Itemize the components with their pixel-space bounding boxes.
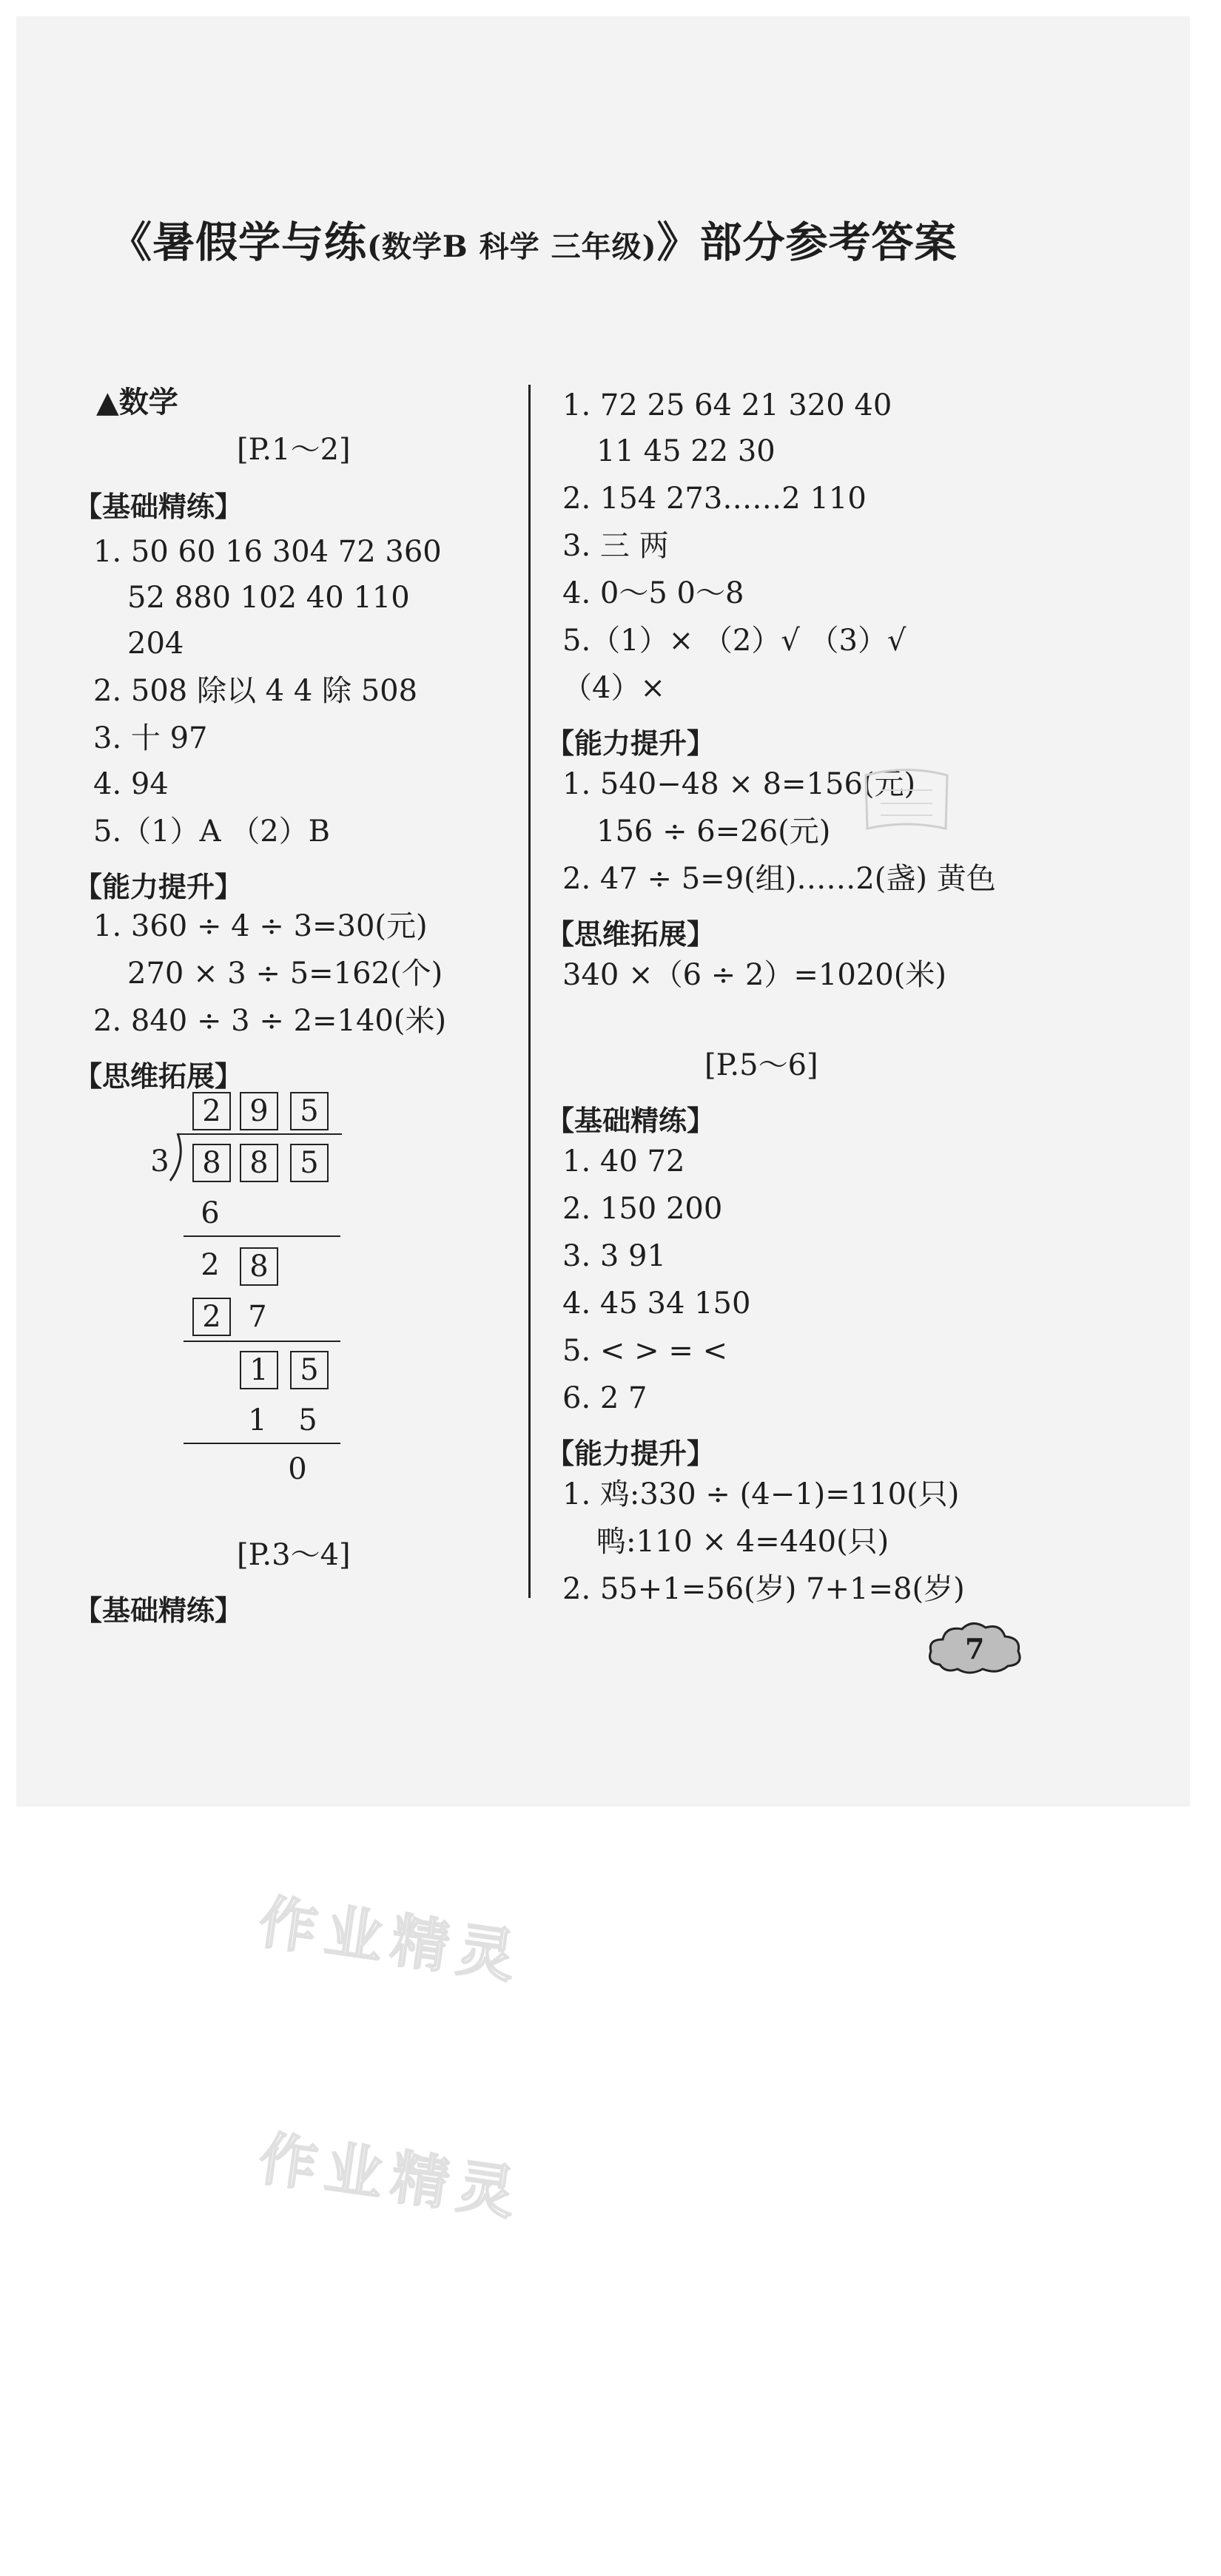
division-digit-box: 5 bbox=[290, 1351, 329, 1389]
dividend-digit-box: 8 bbox=[240, 1144, 278, 1182]
right-line: 4. 0～5 0～8 bbox=[562, 576, 744, 610]
heading-ability: 【能力提升】 bbox=[546, 727, 716, 760]
division-bracket bbox=[167, 1132, 188, 1184]
watermark-stamp bbox=[851, 761, 962, 845]
section-label-p12: [P.1～2] bbox=[237, 433, 351, 467]
page-number-badge bbox=[924, 1619, 1027, 1681]
page-number: 7 bbox=[965, 1632, 985, 1665]
right-basic-line: 2. 150 200 bbox=[562, 1192, 723, 1226]
right-ability-line: 1. 540−48 × 8=156(元) bbox=[562, 767, 916, 801]
section-label-p56: [P.5～6] bbox=[704, 1048, 818, 1082]
left-ability-line: 270 × 3 ÷ 5=162(个) bbox=[127, 957, 443, 991]
right-line: 1. 72 25 64 21 320 40 bbox=[562, 388, 892, 422]
dividend-digit-box: 8 bbox=[192, 1144, 231, 1182]
divisor: 3 bbox=[150, 1144, 169, 1179]
quotient-digit-box: 5 bbox=[290, 1092, 329, 1130]
heading-basic: 【基础精练】 bbox=[546, 1105, 716, 1137]
watermark: 作业精灵 bbox=[255, 1889, 528, 1992]
left-basic-line: 4. 94 bbox=[93, 767, 169, 801]
left-basic-line: 1. 50 60 16 304 72 360 bbox=[93, 535, 442, 569]
right-ability-line: 2. 47 ÷ 5=9(组)……2(盏) 黄色 bbox=[562, 862, 996, 896]
division-digit-box: 8 bbox=[240, 1247, 278, 1286]
left-ability-line: 1. 360 ÷ 4 ÷ 3=30(元) bbox=[93, 909, 428, 943]
quotient-digit-box: 2 bbox=[192, 1092, 231, 1130]
right-line: 2. 154 273……2 110 bbox=[562, 482, 867, 516]
right-basic-line: 6. 2 7 bbox=[562, 1381, 648, 1415]
heading-basic: 【基础精练】 bbox=[74, 490, 243, 523]
right-thinking-line: 340 ×（6 ÷ 2）=1020(米) bbox=[562, 958, 946, 992]
right-ability56-line: 1. 鸡:330 ÷ (4−1)=110(只) bbox=[562, 1477, 960, 1511]
right-basic-line: 4. 45 34 150 bbox=[562, 1287, 751, 1321]
left-basic-line: 3. 十 97 bbox=[93, 721, 208, 755]
right-basic-line: 3. 3 91 bbox=[562, 1239, 666, 1273]
left-basic-line: 2. 508 除以 4 4 除 508 bbox=[93, 674, 418, 708]
right-basic-line: 1. 40 72 bbox=[562, 1144, 685, 1179]
division-step: 1 bbox=[248, 1403, 267, 1437]
section-label-p34: [P.3～4] bbox=[237, 1538, 351, 1572]
division-line bbox=[184, 1341, 340, 1342]
right-ability56-line: 鸭:110 × 4=440(只) bbox=[596, 1525, 889, 1559]
stamp-icon bbox=[851, 761, 962, 842]
right-ability56-line: 2. 55+1=56(岁) 7+1=8(岁) bbox=[562, 1572, 965, 1606]
division-line bbox=[184, 1235, 340, 1237]
right-line: 5.（1）× （2）√ （3）√ bbox=[562, 624, 906, 658]
right-line: 3. 三 两 bbox=[562, 529, 669, 563]
right-ability-line: 156 ÷ 6=26(元) bbox=[596, 815, 831, 849]
division-digit-box: 1 bbox=[240, 1351, 278, 1389]
left-ability-line: 2. 840 ÷ 3 ÷ 2=140(米) bbox=[93, 1004, 447, 1038]
right-line: （4）× bbox=[562, 671, 665, 705]
dividend-digit-box: 5 bbox=[290, 1144, 329, 1182]
watermark: 作业精灵 bbox=[255, 2125, 528, 2229]
subject-heading: ▲数学 bbox=[96, 385, 178, 419]
division-step: 2 bbox=[201, 1248, 220, 1282]
division-bar bbox=[178, 1133, 342, 1135]
quotient-digit-box: 9 bbox=[240, 1092, 278, 1130]
heading-ability: 【能力提升】 bbox=[74, 871, 243, 903]
division-remainder: 0 bbox=[288, 1452, 307, 1486]
division-step: 6 bbox=[201, 1196, 220, 1230]
division-line bbox=[184, 1443, 340, 1444]
page-title: 《暑假学与练(数学B 科学 三年级)》部分参考答案 bbox=[110, 218, 958, 267]
division-step: 7 bbox=[248, 1300, 267, 1334]
left-basic-line: 5.（1）A （2）B bbox=[93, 815, 331, 849]
right-basic-line: 5. < > = < bbox=[562, 1334, 728, 1368]
left-basic-line: 52 880 102 40 110 bbox=[127, 581, 410, 615]
left-basic-line: 204 bbox=[127, 627, 184, 661]
heading-ability: 【能力提升】 bbox=[546, 1437, 716, 1470]
heading-thinking: 【思维拓展】 bbox=[74, 1060, 243, 1093]
heading-thinking: 【思维拓展】 bbox=[546, 918, 716, 951]
division-digit-box: 2 bbox=[192, 1298, 231, 1336]
right-line: 11 45 22 30 bbox=[596, 434, 776, 468]
division-step: 5 bbox=[298, 1403, 317, 1437]
heading-basic: 【基础精练】 bbox=[74, 1594, 243, 1627]
column-divider bbox=[528, 385, 531, 1598]
